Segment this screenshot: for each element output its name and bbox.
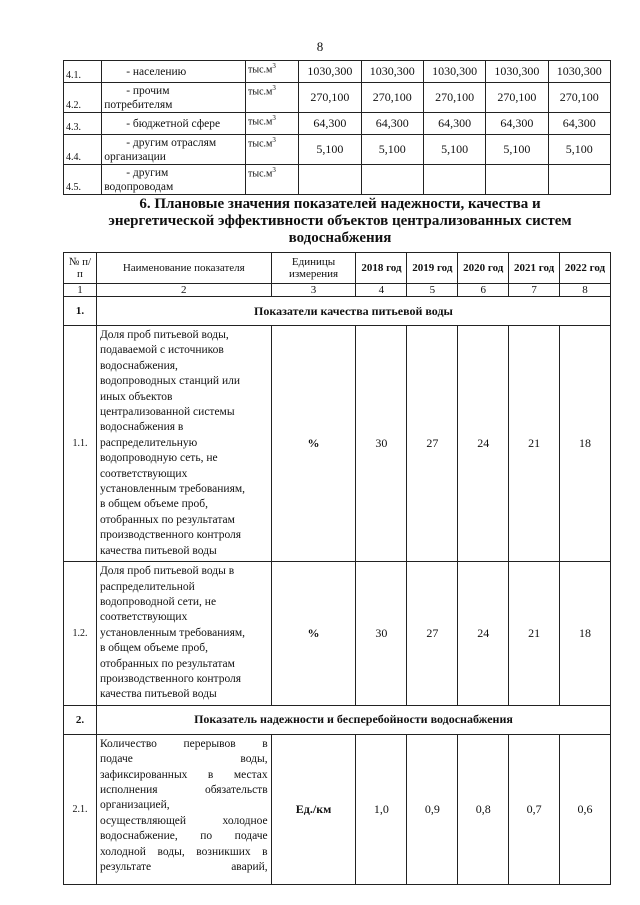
indicator-value: 30	[356, 326, 407, 562]
description-line: водопроводных станций или	[99, 375, 241, 388]
consumer-name-line: - прочим	[126, 84, 170, 97]
value-cell: 1030,300	[299, 61, 361, 83]
description-line: централизованной системы	[99, 406, 235, 419]
unit-superscript: 3	[272, 114, 276, 122]
row-number: 4.2.	[64, 83, 102, 113]
consumer-name-line: - населению	[126, 65, 187, 78]
indicator-value: 0,6	[560, 734, 611, 884]
value-cell	[361, 165, 423, 195]
consumer-name-line: водопроводам	[104, 180, 174, 193]
description-line: отобранных по результатам	[99, 657, 235, 670]
indicator-value: 0,9	[407, 734, 458, 884]
column-number: 8	[560, 284, 611, 297]
header-no: № п/п	[64, 253, 97, 284]
section-title-line: энергетической эффективности объектов централизованных систем	[108, 213, 572, 229]
value-cell: 270,100	[423, 83, 485, 113]
description-line: установленным требованиям,	[99, 483, 246, 496]
value-cell: 64,300	[486, 113, 548, 135]
unit-cell	[245, 61, 298, 83]
value-cell: 64,300	[423, 113, 485, 135]
column-number: 1	[64, 284, 97, 297]
header-year: 2019 год	[407, 253, 458, 284]
indicator-value: 24	[458, 326, 509, 562]
description-line: водопроводную сеть, не	[99, 452, 218, 465]
indicator-value: 27	[407, 326, 458, 562]
consumer-name-line: - другим отраслям	[126, 136, 217, 149]
description-line: холодной воды, возникших в	[99, 845, 268, 858]
value-cell	[423, 165, 485, 195]
unit-text: тыс.м	[247, 86, 273, 98]
unit-superscript: 3	[272, 84, 276, 92]
description-line: соответствующих	[99, 611, 188, 624]
description-line: результате аварий,	[99, 861, 268, 873]
indicator-row	[64, 734, 611, 884]
unit-superscript: 3	[272, 136, 276, 144]
consumer-name-line: - другим	[126, 166, 169, 179]
value-cell	[299, 165, 361, 195]
indicator-number: 1.1.	[64, 326, 97, 562]
column-number: 3	[271, 284, 356, 297]
section-caption: Показатель надежности и бесперебойности водоснабжения	[96, 705, 610, 734]
consumer-name-line: потребителям	[104, 98, 173, 111]
description-line: производственного контроля	[99, 529, 242, 542]
description-line: качества питьевой воды	[99, 688, 217, 701]
section-number: 2.	[64, 705, 97, 734]
value-cell: 64,300	[299, 113, 361, 135]
column-number: 7	[509, 284, 560, 297]
value-cell	[486, 165, 548, 195]
consumer-name	[102, 113, 246, 135]
consumer-name-line: - бюджетной сфере	[126, 117, 221, 130]
value-cell: 5,100	[486, 135, 548, 165]
indicator-unit: %	[271, 562, 356, 706]
consumer-name	[102, 135, 246, 165]
indicator-value: 1,0	[356, 734, 407, 884]
consumption-row	[64, 113, 611, 135]
unit-text: тыс.м	[247, 64, 273, 76]
unit-superscript: 3	[272, 166, 276, 174]
column-numbers-row	[64, 284, 611, 297]
indicators-table	[63, 252, 611, 885]
description-line: осуществляющей холодное	[99, 814, 268, 827]
description-line: водоснабжения,	[99, 359, 178, 372]
value-cell: 1030,300	[423, 61, 485, 83]
description-line: Количество перерывов в	[99, 737, 268, 750]
value-cell: 5,100	[548, 135, 610, 165]
indicator-value: 18	[560, 326, 611, 562]
section-row	[64, 705, 611, 734]
description-line: установленным требованиям,	[99, 626, 246, 639]
indicator-value: 21	[509, 562, 560, 706]
indicator-number: 1.2.	[64, 562, 97, 706]
section-number: 1.	[64, 297, 97, 326]
consumer-name-line: организации	[104, 150, 166, 163]
value-cell: 5,100	[361, 135, 423, 165]
consumption-row	[64, 61, 611, 83]
description-line: подаваемой с источников	[99, 344, 224, 357]
section-title	[60, 196, 620, 247]
row-number: 4.5.	[64, 165, 102, 195]
indicator-value: 18	[560, 562, 611, 706]
column-number: 6	[458, 284, 509, 297]
indicator-value: 0,7	[509, 734, 560, 884]
indicator-row	[64, 326, 611, 562]
column-number: 4	[356, 284, 407, 297]
description-line: качества питьевой воды	[99, 544, 217, 557]
indicator-unit: Ед./км	[271, 734, 356, 884]
consumption-table	[63, 60, 611, 195]
column-number: 2	[96, 284, 271, 297]
consumer-name	[102, 61, 246, 83]
unit-cell	[245, 83, 298, 113]
value-cell: 270,100	[486, 83, 548, 113]
indicator-unit: %	[271, 326, 356, 562]
description-line: водоснабжение, по подаче	[99, 830, 268, 843]
description-line: зафиксированных в местах	[99, 768, 268, 781]
consumption-row	[64, 165, 611, 195]
value-cell: 270,100	[361, 83, 423, 113]
indicator-value: 27	[407, 562, 458, 706]
value-cell: 1030,300	[486, 61, 548, 83]
description-line: распределительной	[99, 580, 195, 593]
description-line: распределительную	[99, 436, 198, 449]
indicator-description	[96, 734, 271, 884]
header-year: 2018 год	[356, 253, 407, 284]
value-cell: 270,100	[299, 83, 361, 113]
value-cell: 1030,300	[361, 61, 423, 83]
page-number: 8	[316, 39, 324, 54]
description-line: отобранных по результатам	[99, 513, 235, 526]
row-number: 4.1.	[64, 61, 102, 83]
section-row	[64, 297, 611, 326]
description-line: иных объектов	[99, 390, 173, 403]
unit-cell	[245, 135, 298, 165]
description-line: в общем объеме проб,	[99, 498, 208, 511]
consumption-row	[64, 135, 611, 165]
unit-cell	[245, 165, 298, 195]
header-year: 2021 год	[509, 253, 560, 284]
description-line: исполнения обязательств	[99, 783, 268, 796]
value-cell: 270,100	[548, 83, 610, 113]
unit-superscript: 3	[272, 62, 276, 70]
value-cell: 64,300	[361, 113, 423, 135]
header-unit: Единицы измерения	[271, 253, 356, 284]
unit-cell	[245, 113, 298, 135]
description-line: в общем объеме проб,	[99, 642, 208, 655]
section-caption: Показатели качества питьевой воды	[96, 297, 610, 326]
header-year: 2020 год	[458, 253, 509, 284]
indicator-description	[96, 326, 271, 562]
unit-text: тыс.м	[247, 138, 273, 150]
section-title-line: водоснабжения	[288, 230, 392, 246]
consumption-row	[64, 83, 611, 113]
row-number: 4.4.	[64, 135, 102, 165]
section-title-line: 6. Плановые значения показателей надежности, качества и	[139, 196, 541, 212]
indicator-value: 0,8	[458, 734, 509, 884]
description-line: производственного контроля	[99, 672, 242, 685]
value-cell: 1030,300	[548, 61, 610, 83]
description-line: Доля проб питьевой воды в	[99, 565, 235, 578]
value-cell	[548, 165, 610, 195]
consumer-name	[102, 83, 246, 113]
value-cell: 64,300	[548, 113, 610, 135]
row-number: 4.3.	[64, 113, 102, 135]
indicator-number: 2.1.	[64, 734, 97, 884]
unit-text: тыс.м	[247, 168, 273, 180]
unit-text: тыс.м	[247, 116, 273, 128]
consumer-name	[102, 165, 246, 195]
indicator-row	[64, 562, 611, 706]
indicator-value: 21	[509, 326, 560, 562]
indicator-value: 30	[356, 562, 407, 706]
description-line: организацией,	[99, 799, 170, 812]
header-year: 2022 год	[560, 253, 611, 284]
value-cell: 5,100	[423, 135, 485, 165]
header-name: Наименование показателя	[96, 253, 271, 284]
description-line: подаче воды,	[99, 753, 268, 766]
indicator-value: 24	[458, 562, 509, 706]
value-cell: 5,100	[299, 135, 361, 165]
description-line: Доля проб питьевой воды,	[99, 329, 229, 341]
description-line: водопроводной сети, не	[99, 595, 217, 608]
header-row	[64, 253, 611, 284]
column-number: 5	[407, 284, 458, 297]
description-line: соответствующих	[99, 467, 188, 480]
indicator-description	[96, 562, 271, 706]
description-line: водоснабжения в	[99, 421, 184, 434]
